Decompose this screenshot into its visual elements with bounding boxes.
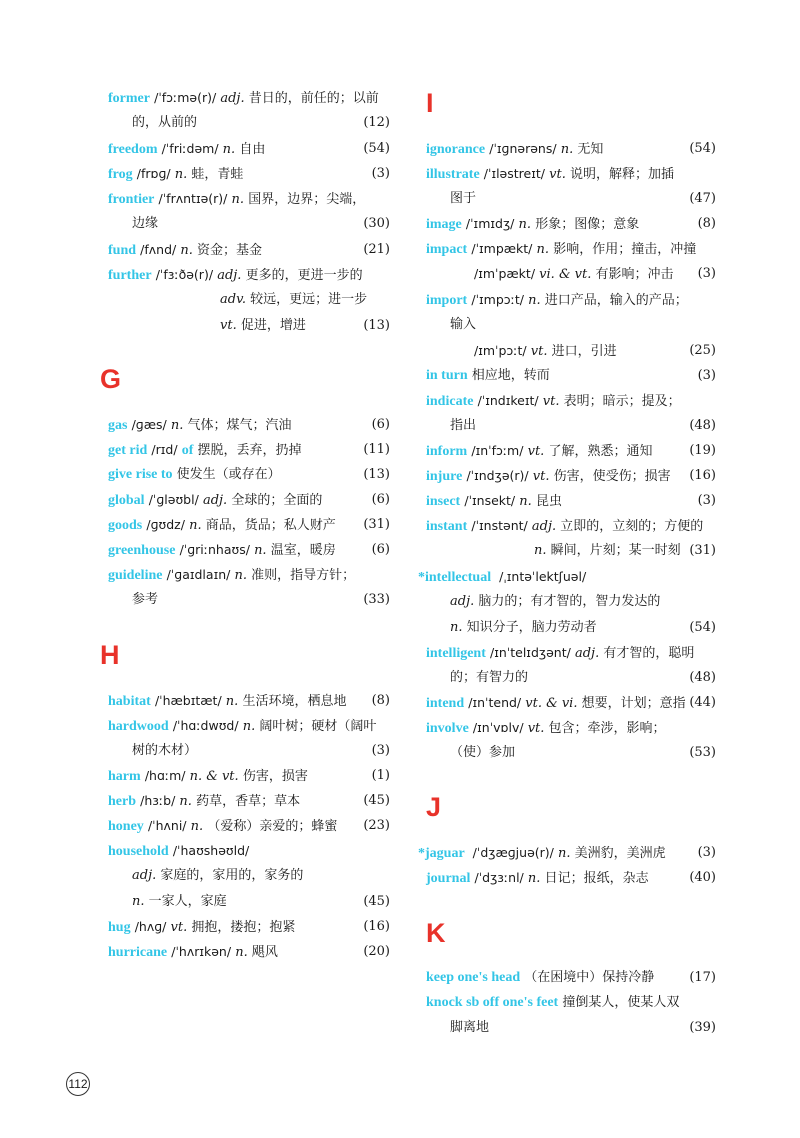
headword: *intellectual	[418, 570, 492, 585]
phonetic: /ˈɪmɪdʒ/	[465, 216, 515, 231]
phonetic: /frɒɡ/	[136, 166, 171, 181]
headword: injure	[426, 469, 463, 484]
phonetic: /ɪmˈpɔːt/	[474, 342, 527, 358]
part-of-speech: n.	[527, 871, 541, 886]
page-ref: (16)	[363, 919, 390, 934]
part-of-speech: n.	[189, 518, 202, 533]
part-of-speech: vt.	[527, 444, 545, 459]
entry-journal	[426, 865, 716, 890]
headword: gas	[108, 418, 128, 433]
part-of-speech: n.	[450, 619, 463, 635]
page-ref: (13)	[363, 467, 390, 482]
headword: get rid	[108, 443, 148, 458]
entry-intellectual	[418, 564, 716, 640]
definition: 表明；暗示；提及；	[563, 394, 681, 409]
part-of-speech: n.	[518, 217, 532, 232]
part-of-speech: n.	[132, 893, 145, 909]
definition: 拥抱，搂抱；抱紧	[191, 920, 296, 935]
headword: hurricane	[108, 945, 168, 960]
phonetic: /ˈdʒæɡjuə(r)/	[472, 845, 554, 860]
headword: intend	[426, 696, 465, 711]
definition: 促进，增进	[240, 317, 306, 333]
definition-continued: 的，从前的	[132, 115, 198, 131]
phonetic: /ˈɪləstreɪt/	[483, 166, 545, 181]
definition: 伤害，损害	[242, 769, 308, 784]
headword: frog	[108, 167, 133, 182]
entry-intend	[426, 690, 716, 715]
part-of-speech: n.	[225, 694, 239, 709]
headword-part: of	[181, 443, 194, 458]
part-of-speech: vt.	[220, 317, 237, 333]
page-ref: (21)	[363, 242, 390, 257]
definition: 日记；报纸，杂志	[544, 871, 649, 886]
phonetic: /ˈdʒɜːnl/	[474, 870, 524, 885]
definition-continued: 图于	[450, 191, 477, 207]
page-ref: (47)	[689, 191, 716, 207]
page-ref: (8)	[697, 216, 716, 231]
entry-hardwood	[108, 713, 390, 764]
phonetic: /hɑːm/	[144, 768, 186, 783]
entry-give-rise-to	[108, 462, 390, 487]
headword: involve	[426, 721, 469, 736]
entry-frog	[108, 161, 390, 186]
part-of-speech: adj.	[202, 493, 228, 508]
definition: 飓风	[251, 945, 278, 960]
definition: 伤害，使受伤；损害	[553, 469, 671, 484]
definition: 相应地，转而	[471, 368, 550, 383]
headword: journal	[426, 871, 471, 886]
entry-ignorance	[426, 136, 716, 161]
definition: 昆虫	[535, 494, 562, 509]
headword: instant	[426, 519, 468, 534]
definition-continued: （使）参加	[450, 745, 516, 761]
part-of-speech: n.	[222, 142, 236, 157]
page-ref: (48)	[689, 418, 716, 434]
definition-continued: 树的木材）	[132, 743, 198, 759]
page-ref: (3)	[371, 166, 390, 181]
page-ref: (3)	[697, 493, 716, 508]
phonetic: /ˈhʌni/	[147, 818, 187, 833]
phonetic: /ˈfɜːðə(r)/	[155, 267, 214, 282]
part-of-speech: n.	[534, 543, 547, 559]
definition: 全球的；全面的	[231, 493, 323, 508]
headword: image	[426, 217, 462, 232]
definition: 一家人，家庭	[148, 893, 227, 909]
phonetic: /ˌɪntəˈlektʃuəl/	[499, 569, 587, 584]
definition: 无知	[577, 142, 604, 157]
definition: 美洲豹，美洲虎	[574, 846, 666, 861]
entry-herb	[108, 788, 390, 813]
definition: （爱称）亲爱的；蜂蜜	[207, 819, 338, 834]
phonetic: /ˈhaʊshəʊld/	[172, 843, 250, 858]
page-ref: (13)	[363, 317, 390, 333]
page-ref: (39)	[689, 1020, 716, 1036]
entry-impact	[426, 236, 716, 287]
phonetic: /ˈɪnstənt/	[471, 518, 528, 533]
section-letter-h: H	[100, 640, 120, 670]
entry-greenhouse	[108, 537, 390, 562]
phonetic: /rɪd/	[151, 442, 178, 457]
page-ref: (54)	[363, 141, 390, 156]
definition: 阔叶树；硬材（阔叶	[259, 719, 377, 734]
headword: keep one's head	[426, 970, 521, 985]
definition: 进口产品，输入的产品；	[544, 293, 688, 308]
page-ref: (3)	[697, 266, 716, 282]
part-of-speech: n. & vt.	[189, 769, 239, 784]
definition-continued: 脚离地	[450, 1020, 490, 1036]
page-ref: (40)	[689, 870, 716, 885]
section-letter-g: G	[100, 364, 122, 394]
headword: honey	[108, 819, 144, 834]
page-ref: (33)	[363, 592, 390, 608]
phonetic: /ɡʊdz/	[146, 517, 185, 532]
part-of-speech: adj.	[217, 268, 242, 283]
headword: habitat	[108, 694, 151, 709]
entry-honey	[108, 813, 390, 838]
part-of-speech: n.	[235, 945, 248, 960]
part-of-speech: vi. & vt.	[539, 267, 592, 283]
page-ref: (44)	[689, 695, 716, 710]
page-ref: (53)	[689, 745, 716, 761]
entry-household	[108, 838, 390, 914]
entry-freedom	[108, 136, 390, 161]
headword: intelligent	[426, 646, 486, 661]
section-letter-i: I	[426, 88, 434, 118]
part-of-speech: adj.	[220, 91, 245, 106]
entry-insect	[426, 488, 716, 513]
part-of-speech: adj.	[574, 646, 600, 661]
definition: 更多的，更进一步的	[245, 268, 363, 283]
headword: harm	[108, 769, 141, 784]
definition: 准则，指导方针；	[251, 568, 356, 583]
definition: 脑力的；有才智的，智力发达的	[478, 594, 661, 610]
part-of-speech: n.	[242, 719, 256, 734]
phonetic: /ˈfrʌntɪə(r)/	[158, 191, 228, 206]
entry-instant	[426, 513, 716, 564]
part-of-speech: vt. & vi.	[525, 696, 578, 711]
part-of-speech: n.	[558, 846, 571, 861]
definition: 气体；煤气；汽油	[187, 418, 292, 433]
page-ref: (30)	[363, 216, 390, 232]
page-ref: (48)	[689, 670, 716, 686]
entry-global	[108, 487, 390, 512]
page-ref: (23)	[363, 818, 390, 833]
headword: hardwood	[108, 719, 169, 734]
headword: insect	[426, 494, 461, 509]
definition-continued: 参考	[132, 592, 159, 608]
definition: 药草，香草；草本	[196, 794, 301, 809]
part-of-speech: n.	[231, 192, 245, 207]
phonetic: /ɪnˈtend/	[468, 695, 522, 710]
phonetic: /ˈɡriːnhaʊs/	[179, 542, 250, 557]
headword: in turn	[426, 368, 468, 383]
page-ref: (6)	[371, 492, 390, 507]
phonetic: /ɪmˈpækt/	[474, 266, 536, 282]
headword: household	[108, 844, 169, 859]
part-of-speech: n.	[254, 543, 267, 558]
entry-former	[108, 85, 390, 136]
definition: 立即的，立刻的；方便的	[560, 519, 704, 534]
headword: further	[108, 268, 152, 283]
part-of-speech: adj.	[531, 519, 557, 534]
part-of-speech: adj.	[132, 868, 157, 884]
phonetic: /ɪnˈfɔːm/	[471, 443, 524, 458]
part-of-speech: vt.	[549, 167, 566, 182]
part-of-speech: n.	[560, 142, 574, 157]
definition: 国界，边界；尖端，	[248, 192, 366, 207]
part-of-speech: n.	[180, 243, 193, 258]
page-ref: (20)	[363, 944, 390, 959]
part-of-speech: vt.	[530, 343, 548, 359]
headword: global	[108, 493, 145, 508]
phonetic: /ˈhʌrɪkən/	[171, 944, 232, 959]
entry-image	[426, 211, 716, 236]
part-of-speech: n.	[174, 167, 188, 182]
phonetic: /ˈɪmpækt/	[471, 241, 533, 256]
definition-continued: 边缘	[132, 216, 159, 232]
phonetic: /ɡæs/	[131, 417, 167, 432]
part-of-speech: n.	[170, 418, 184, 433]
definition: 影响，作用；撞击，冲撞	[553, 242, 697, 257]
phonetic: /hɜːb/	[140, 793, 176, 808]
definition: 形象；图像；意象	[535, 217, 640, 232]
entry-keep-ones-head	[426, 965, 716, 990]
page-ref: (12)	[363, 115, 390, 131]
page-ref: (3)	[371, 743, 390, 759]
headword: former	[108, 91, 150, 106]
part-of-speech: n.	[519, 494, 532, 509]
page-ref: (45)	[363, 893, 390, 909]
entry-in-turn	[426, 363, 716, 388]
phonetic: /ˈɪndʒə(r)/	[466, 468, 529, 483]
page-ref: (1)	[371, 768, 390, 783]
part-of-speech: n.	[536, 242, 550, 257]
part-of-speech: vt.	[527, 721, 545, 736]
entry-import	[426, 287, 716, 363]
entry-harm	[108, 763, 390, 788]
definition: 使发生（或存在）	[176, 467, 281, 482]
definition: 有才智的，聪明	[603, 646, 695, 661]
entry-guideline	[108, 562, 390, 613]
phonetic: /ˈfɔːmə(r)/	[154, 90, 217, 105]
phonetic: /ˈɪɡnərəns/	[489, 141, 557, 156]
definition: 资金；基金	[197, 243, 263, 258]
definition: 较远，更远；进一步	[250, 292, 368, 308]
headword: freedom	[108, 142, 158, 157]
page-ref: (3)	[697, 368, 716, 383]
entry-indicate	[426, 388, 716, 439]
definition: 自由	[239, 142, 266, 157]
headword: herb	[108, 794, 136, 809]
headword: *jaguar	[418, 846, 465, 861]
definition: 想要，计划；意指	[581, 696, 686, 711]
headword: guideline	[108, 568, 163, 583]
definition: （在困境中）保持冷静	[524, 970, 655, 985]
page-number: 112	[66, 1072, 90, 1096]
definition-continued: 的；有智力的	[450, 670, 529, 686]
page-ref: (45)	[363, 793, 390, 808]
page-ref: (17)	[689, 970, 716, 985]
page-ref: (6)	[371, 542, 390, 557]
entry-goods	[108, 512, 390, 537]
part-of-speech: n.	[190, 819, 204, 834]
phonetic: /ˈɪndɪkeɪt/	[477, 393, 539, 408]
part-of-speech: n.	[234, 568, 247, 583]
entry-hug	[108, 914, 390, 939]
page-ref: (11)	[363, 442, 390, 457]
page-ref: (25)	[689, 342, 716, 358]
page-ref: (6)	[371, 417, 390, 432]
phonetic: /ˈɪnsekt/	[464, 493, 516, 508]
headword: goods	[108, 518, 143, 533]
page-ref: (8)	[371, 693, 390, 708]
entry-hurricane	[108, 939, 390, 964]
entry-inform	[426, 438, 716, 463]
headword: knock sb off one's feet	[426, 995, 559, 1010]
definition: 昔日的，前任的；以前	[248, 91, 379, 106]
part-of-speech: vt.	[170, 920, 188, 935]
phonetic: /ɪnˈvɒlv/	[472, 720, 524, 735]
definition: 生活环境，栖息地	[242, 694, 347, 709]
definition: 有影响；冲击	[595, 267, 674, 283]
entry-habitat	[108, 688, 390, 713]
part-of-speech: n.	[528, 293, 541, 308]
headword: import	[426, 293, 468, 308]
headword: fund	[108, 243, 137, 258]
page-ref: (54)	[689, 141, 716, 156]
headword: give rise to	[108, 467, 173, 482]
page-ref: (16)	[689, 468, 716, 483]
definition: 包含；牵涉，影响；	[548, 721, 666, 736]
phonetic: /ˈɡləʊbl/	[148, 492, 199, 507]
headword: illustrate	[426, 167, 480, 182]
entry-involve	[426, 715, 716, 766]
page-ref: (31)	[363, 517, 390, 532]
headword: ignorance	[426, 142, 486, 157]
definition: 瞬间，片刻；某一时刻	[550, 543, 681, 559]
definition: 蛙，青蛙	[191, 167, 244, 182]
part-of-speech: adj.	[450, 594, 475, 610]
headword: impact	[426, 242, 468, 257]
definition: 家庭的，家用的，家务的	[160, 868, 304, 884]
page-ref: (31)	[689, 543, 716, 559]
part-of-speech: adv.	[220, 292, 247, 308]
part-of-speech: n.	[179, 794, 192, 809]
entry-fund	[108, 237, 390, 262]
phonetic: /ˈhæbɪtæt/	[154, 693, 222, 708]
entry-illustrate	[426, 161, 716, 212]
entry-intelligent	[426, 640, 716, 691]
part-of-speech: vt.	[542, 394, 560, 409]
definition: 进口，引进	[551, 343, 617, 359]
definition-continued: 输入	[450, 317, 477, 333]
page-ref: (54)	[689, 619, 716, 635]
entry-further	[108, 262, 390, 338]
entry-injure	[426, 463, 716, 488]
page-ref: (3)	[697, 845, 716, 860]
headword: indicate	[426, 394, 474, 409]
phonetic: /fʌnd/	[140, 242, 177, 257]
phonetic: /ˈhɑːdwʊd/	[172, 718, 239, 733]
definition: 了解，熟悉；通知	[548, 444, 653, 459]
page-ref: (19)	[689, 443, 716, 458]
definition: 摆脱，丢弃，扔掉	[197, 443, 302, 458]
definition: 撞倒某人，使某人双	[562, 995, 680, 1010]
entry-jaguar	[418, 840, 716, 865]
definition: 知识分子，脑力劳动者	[466, 619, 597, 635]
phonetic: /ˈɡaɪdlaɪn/	[166, 567, 231, 582]
section-letter-k: K	[426, 918, 446, 948]
section-letter-j: J	[426, 792, 442, 822]
definition: 温室，暖房	[270, 543, 336, 558]
headword: hug	[108, 920, 131, 935]
definition-continued: 指出	[450, 418, 477, 434]
headword: inform	[426, 444, 468, 459]
entry-get-rid-of	[108, 437, 390, 462]
part-of-speech: vt.	[532, 469, 550, 484]
phonetic: /ˈfriːdəm/	[161, 141, 219, 156]
headword: greenhouse	[108, 543, 176, 558]
phonetic: /ɪnˈtelɪdʒənt/	[490, 645, 571, 660]
phonetic: /hʌɡ/	[134, 919, 167, 934]
definition: 说明，解释；加插	[569, 167, 674, 182]
phonetic: /ˈɪmpɔːt/	[471, 292, 524, 307]
headword: frontier	[108, 192, 155, 207]
entry-knock-sb-off	[426, 990, 716, 1041]
definition: 商品，货品；私人财产	[205, 518, 336, 533]
entry-gas	[108, 412, 390, 437]
entry-frontier	[108, 186, 390, 237]
